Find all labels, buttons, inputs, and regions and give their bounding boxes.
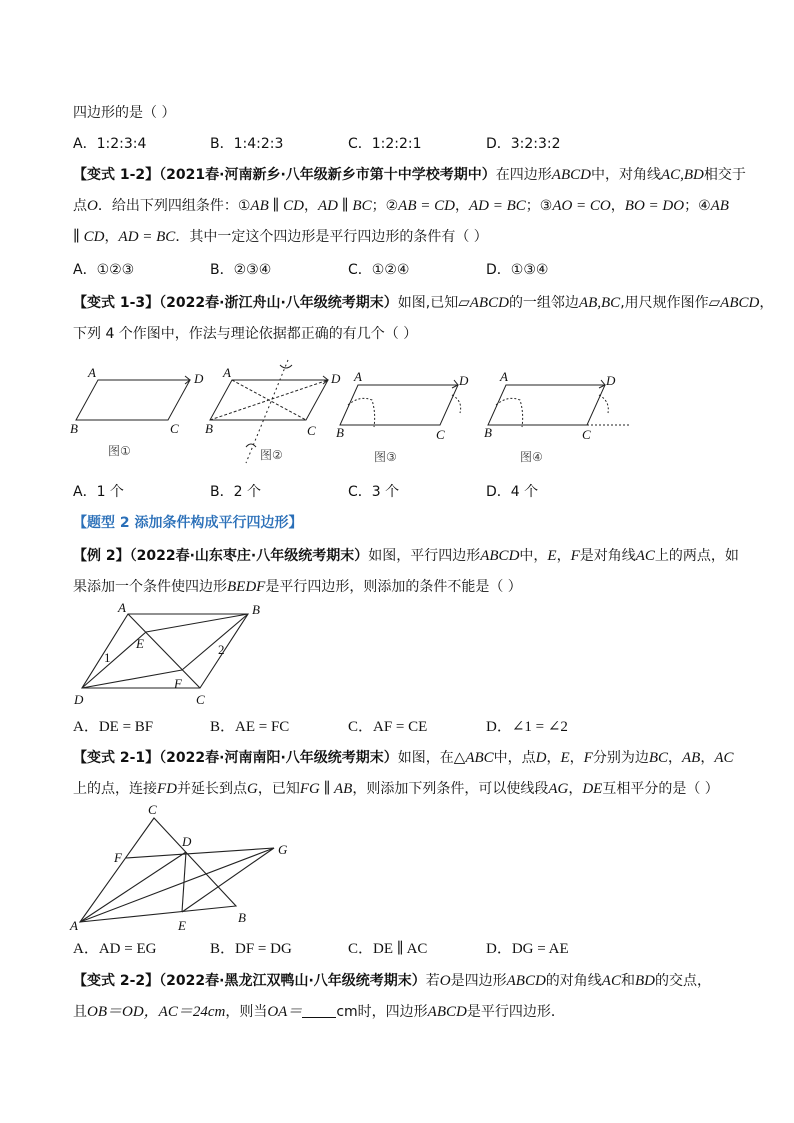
text: 互相平分的是（ ） — [602, 781, 719, 797]
text: 在四边形 — [495, 167, 552, 183]
q1-3-option-c[interactable]: C．3 个 — [348, 484, 400, 500]
math: F — [570, 548, 580, 564]
q2-1-option-c[interactable]: C．DE ∥ AC — [348, 941, 428, 957]
math: AB — [710, 198, 729, 214]
q1-2-line-1 — [73, 165, 746, 185]
q2-1-option-a[interactable]: A．AD = EG — [73, 941, 157, 957]
math: ∥ CD — [73, 229, 105, 245]
fig2-label-b: B — [205, 421, 213, 436]
q1-3-option-b[interactable]: B．2 个 — [210, 484, 261, 500]
math: OB＝OD，AC＝24cm — [87, 1004, 226, 1020]
ex2-tag: 【例 2】 — [73, 548, 130, 564]
text: ， — [610, 198, 625, 214]
text: 是对角线 — [579, 548, 636, 564]
ex2-segment-bf — [182, 614, 248, 670]
text: 点 — [73, 198, 87, 214]
text: ， — [104, 229, 119, 245]
ex2-label-f: F — [174, 676, 182, 691]
q2-2-line-2 — [73, 1002, 565, 1022]
text: ，已知 — [257, 781, 300, 797]
math: E — [560, 750, 570, 766]
q2-2-tag: 【变式 2-2】 — [73, 973, 160, 989]
fig3-label-a: A — [354, 369, 362, 384]
fig2-diagonal-bd — [210, 380, 328, 420]
q2-1-label-d: D — [182, 834, 192, 849]
text: 上的点，连接 — [73, 781, 157, 797]
text: ， — [568, 781, 583, 797]
ex2-label-d: D — [74, 692, 84, 707]
text: 是四边形 — [450, 973, 507, 989]
math: BD — [634, 973, 655, 989]
ex2-label-e: E — [136, 636, 144, 651]
fig2-label-d: D — [331, 371, 341, 386]
math: AB,BC — [578, 295, 621, 311]
text: 上的两点，如 — [654, 548, 739, 564]
type2-heading: 【题型 2 添加条件构成平行四边形】 — [73, 515, 303, 531]
ex2-label-c: C — [196, 692, 205, 707]
text: 如图，平行四边形 — [368, 548, 481, 564]
math: ▱ABCD — [708, 295, 760, 311]
math: E — [547, 548, 557, 564]
fig2-arc-bottom — [246, 444, 256, 447]
fig4-caption: 图④ — [520, 450, 543, 464]
math: AC — [714, 750, 734, 766]
q2-2-answer-blank[interactable] — [302, 1003, 336, 1018]
ex2-option-a[interactable]: A．DE = BF — [73, 719, 154, 735]
ex2-option-c[interactable]: C．AF = CE — [348, 719, 428, 735]
ex2-line-1 — [73, 546, 739, 566]
text: 且 — [73, 1004, 87, 1020]
text: cm — [336, 1004, 358, 1020]
q2-1-figure — [68, 802, 308, 937]
q1-2-line-2 — [73, 196, 729, 216]
text: 和 — [620, 973, 635, 989]
fig2-caption: 图② — [260, 448, 283, 462]
fig1-parallelogram — [76, 380, 190, 420]
math: G — [247, 781, 258, 797]
math: ABCD — [480, 548, 520, 564]
fig2-label-c: C — [307, 423, 316, 438]
math: ABCD — [506, 973, 546, 989]
math: AG — [548, 781, 569, 797]
fig4-arc-d — [599, 395, 608, 413]
fig2-label-a: A — [223, 365, 231, 380]
math: AB ∥ CD — [250, 198, 304, 214]
text: 是平行四边形，则添加的条件不能是（ ） — [265, 579, 522, 595]
math: FG ∥ AB — [299, 781, 353, 797]
text: ， — [569, 750, 584, 766]
text: ， — [454, 198, 469, 214]
fig1-label-c: C — [170, 421, 179, 436]
text: ．给出下列四组条件：① — [97, 198, 251, 214]
text: ；③ — [525, 198, 553, 214]
text: 如图,已知 — [397, 295, 459, 311]
math: O — [439, 973, 451, 989]
math: OA＝ — [267, 1004, 303, 1020]
ex2-diagonal-ac — [128, 614, 200, 688]
q2-1-label-b: B — [238, 910, 246, 925]
text: ,用尺规作图作 — [620, 295, 709, 311]
q1-2-line-3 — [73, 227, 488, 247]
text: ， — [546, 750, 561, 766]
q2-1-tag: 【变式 2-1】 — [73, 750, 160, 766]
q1-1-option-a[interactable]: A．1:2:3:4 — [73, 136, 147, 152]
text: 相交于 — [703, 167, 746, 183]
math: AC — [601, 973, 621, 989]
ex2-segment-fd — [82, 670, 182, 688]
text: 分别为边 — [592, 750, 649, 766]
math: △ABC — [453, 750, 494, 766]
ex2-label-a: A — [118, 600, 126, 615]
text: 若 — [425, 973, 440, 989]
math: AC — [635, 548, 655, 564]
q2-1-line-2 — [73, 779, 719, 799]
text: ， — [304, 198, 318, 214]
fig4-label-b: B — [484, 425, 492, 440]
q2-1-label-f: F — [114, 850, 122, 865]
fig4-arc-b — [496, 398, 523, 427]
ex2-label-angle-1: 1 — [104, 650, 111, 665]
text: 是平行四边形． — [466, 1004, 565, 1020]
text: ， — [700, 750, 715, 766]
fig1-label-b: B — [70, 421, 78, 436]
ex2-segment-eb — [146, 614, 248, 632]
q1-3-line-1 — [73, 293, 773, 313]
text: ，则当 — [225, 1004, 268, 1020]
q2-1-label-c: C — [148, 802, 157, 817]
text: 的一组邻边 — [508, 295, 579, 311]
math: AB — [682, 750, 701, 766]
math: FD — [157, 781, 177, 797]
ex2-label-angle-2: 2 — [218, 642, 225, 657]
fig4-label-c: C — [582, 427, 591, 442]
text: ；④ — [684, 198, 711, 214]
text: 中， — [519, 548, 548, 564]
fig4-label-a: A — [500, 369, 508, 384]
q1-1-option-c[interactable]: C．1:2:2:1 — [348, 136, 422, 152]
text: 的对角线 — [545, 973, 602, 989]
math: F — [583, 750, 593, 766]
ex2-figure — [70, 600, 270, 715]
math: BC — [648, 750, 669, 766]
math: ABCD — [551, 167, 591, 183]
q2-1-label-a: A — [70, 918, 78, 933]
fig1-caption: 图① — [108, 444, 131, 458]
q1-2-option-c[interactable]: C．①②④ — [348, 262, 410, 278]
q1-2-option-b[interactable]: B．②③④ — [210, 262, 272, 278]
q1-3-line-2: 下列 4 个作图中，作法与理论依据都正确的有几个（ ） — [73, 326, 418, 342]
text: 中，点 — [493, 750, 536, 766]
text: ， — [556, 548, 571, 564]
text: 如图，在 — [397, 750, 454, 766]
q2-1-option-d[interactable]: D．DG = AE — [486, 941, 569, 957]
ex2-source: （2022春·山东枣庄·八年级统考期末） — [129, 548, 369, 564]
q2-1-option-b[interactable]: B．DF = DG — [210, 941, 292, 957]
q1-2-source: （2021春·河南新乡·八年级新乡市第十中学校考期中） — [159, 167, 496, 183]
fig3-parallelogram — [340, 385, 458, 425]
ex2-option-b[interactable]: B．AE = FC — [210, 719, 290, 735]
math: DE — [582, 781, 603, 797]
text: 中，对角线 — [590, 167, 661, 183]
fig4-label-d: D — [606, 373, 616, 388]
fig3-caption: 图③ — [374, 450, 397, 464]
math: BO = DO — [624, 198, 685, 214]
q2-1-source: （2022春·河南南阳·八年级统考期末） — [159, 750, 398, 766]
text: 时，四边形 — [357, 1004, 428, 1020]
q1-3-option-a[interactable]: A．1 个 — [73, 484, 124, 500]
text: 果添加一个条件使四边形 — [73, 579, 227, 595]
q2-1-line-1 — [73, 748, 734, 768]
fig3-arc-b — [348, 398, 375, 427]
q1-1-option-b[interactable]: B．1:4:2:3 — [210, 136, 284, 152]
text: ．其中一定这个四边形是平行四边形的条件有（ ） — [175, 229, 488, 245]
q1-1-stem-tail: 四边形的是（ ） — [73, 105, 176, 121]
q2-2-source: （2022春·黑龙江双鸭山·八年级统考期末） — [159, 973, 426, 989]
text: ，则添加下列条件，可以使线段 — [352, 781, 549, 797]
q2-2-line-1 — [73, 971, 711, 991]
math: AD = BC — [118, 229, 176, 245]
fig3-label-c: C — [436, 427, 445, 442]
ex2-option-d[interactable]: D．∠1 = ∠2 — [486, 719, 568, 735]
q2-1-label-e: E — [178, 918, 186, 933]
text: ， — [668, 750, 683, 766]
q1-2-tag: 【变式 1-2】 — [73, 167, 160, 183]
text: ；② — [371, 198, 399, 214]
q1-3-source: （2022春·浙江舟山·八年级统考期末） — [159, 295, 398, 311]
q1-3-figures — [60, 355, 640, 470]
math: D — [535, 750, 547, 766]
math: BEDF — [227, 579, 266, 595]
q1-2-option-d[interactable]: D．①③④ — [486, 262, 549, 278]
math: O — [87, 198, 98, 214]
text: ， — [759, 295, 774, 311]
fig1-label-a: A — [88, 365, 96, 380]
q1-3-tag: 【变式 1-3】 — [73, 295, 160, 311]
q2-1-line-ad — [80, 852, 186, 922]
q1-3-option-d[interactable]: D．4 个 — [486, 484, 539, 500]
text: 并延长到点 — [177, 781, 247, 797]
math: ABCD — [427, 1004, 467, 1020]
math: AD ∥ BC — [318, 198, 372, 214]
math: AD = BC — [468, 198, 526, 214]
fig3-label-d: D — [459, 373, 469, 388]
q1-2-option-a[interactable]: A．①②③ — [73, 262, 135, 278]
q2-1-line-eg — [182, 848, 274, 912]
q1-1-option-d[interactable]: D．3:2:3:2 — [486, 136, 561, 152]
math: AB = CD — [398, 198, 455, 214]
math: AO = CO — [552, 198, 611, 214]
fig3-arc-d — [452, 395, 461, 413]
q2-1-label-g: G — [278, 842, 288, 857]
ex2-label-b: B — [252, 602, 260, 617]
fig3-label-b: B — [336, 425, 344, 440]
fig4-parallelogram — [488, 385, 605, 425]
text: 的交点， — [654, 973, 711, 989]
math: ▱ABCD — [458, 295, 509, 311]
fig1-label-d: D — [194, 371, 204, 386]
ex2-line-2 — [73, 577, 522, 597]
math: AC,BD — [660, 167, 704, 183]
